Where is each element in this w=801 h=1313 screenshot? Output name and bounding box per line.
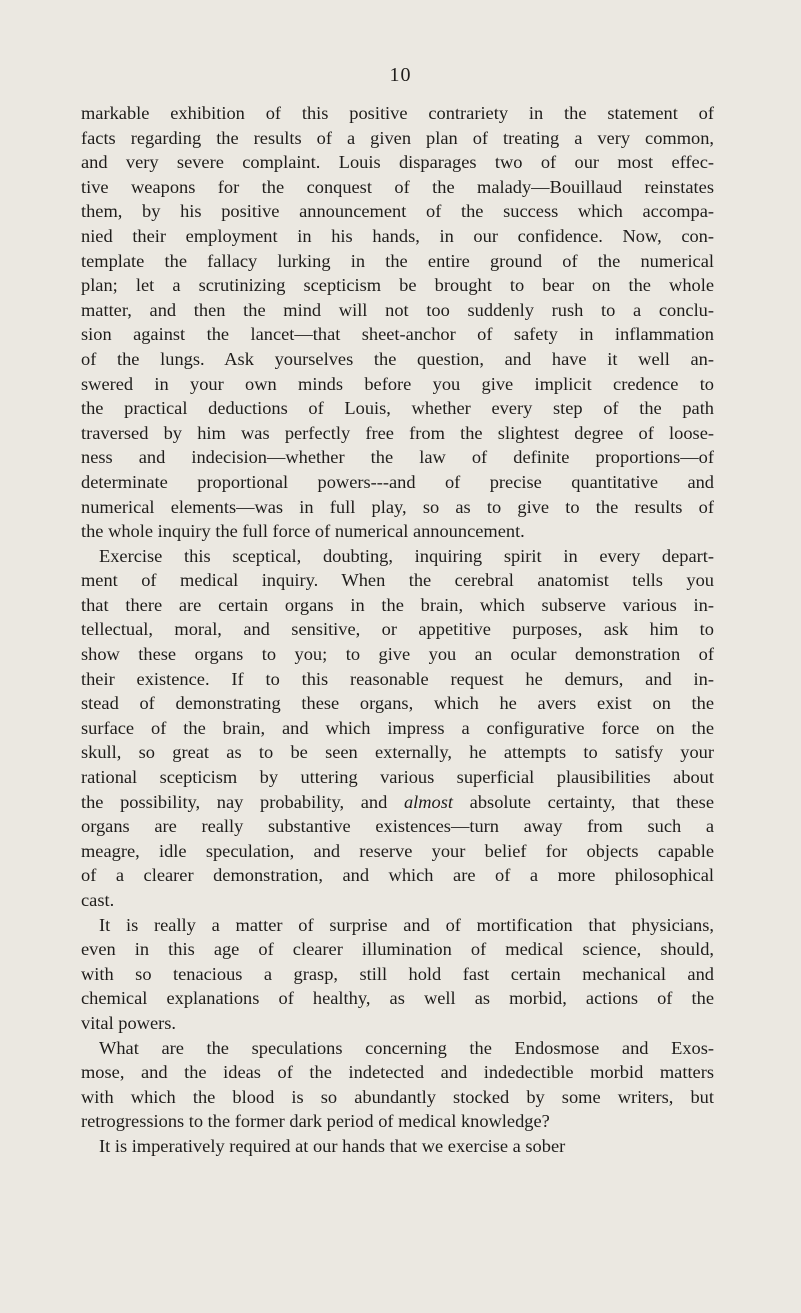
text-segment: absolute certainty, that these [453,791,715,812]
text-line: tellectual, moral, and sensitive, or appetitive purposes, ask him to [81,619,714,640]
text-line: with which the blood is so abundantly stocked by some writers, but [81,1086,714,1107]
text-line: chemical explanations of healthy, as well as morbid, actions of the [81,988,714,1009]
text-line: even in this age of clearer illumination of medical science, should, [81,939,714,960]
text-line: determinate proportional powers---and of precise quantitative and [81,471,714,492]
text-line: matter, and then the mind will not too suddenly rush to a conclu- [81,299,714,320]
text-line: traversed by him was perfectly free from the slightest degree of loose- [81,422,714,443]
text-line: template the fallacy lurking in the entire ground of the numerical [81,250,714,271]
text-line: that there are certain organs in the brain, which subserve various in- [81,594,714,615]
text-line: Exercise this sceptical, doubting, inquiring spirit in every depart- [99,545,714,566]
text-line: the practical deductions of Louis, whether every step of the path [81,398,714,419]
page-number: 10 [389,64,412,86]
text-line: numerical elements—was in full play, so as to give to the results of [81,496,714,517]
text-line: It is really a matter of surprise and of mortification that physicians, [99,914,714,935]
text-line: them, by his positive announcement of the success which accompa- [81,201,714,222]
text-line: retrogressions to the former dark period of medical knowledge? [81,1111,550,1132]
text-line: with so tenacious a grasp, still hold fast certain mechanical and [81,963,714,984]
text-line: What are the speculations concerning the Endosmose and Exos- [99,1037,714,1058]
text-line: skull, so great as to be seen externally, he attempts to satisfy your [81,742,714,763]
text-line: swered in your own minds before you give implicit credence to [81,373,714,394]
text-line: and very severe complaint. Louis disparages two of our most effec- [81,152,714,173]
text-line: ness and indecision—whether the law of definite proportions—of [81,447,714,468]
text-line: sion against the lancet—that sheet-anchor of safety in inflammation [81,324,714,345]
text-line: markable exhibition of this positive contrariety in the statement of [81,103,714,123]
text-line: nied their employment in his hands, in our confidence. Now, con- [81,225,714,246]
text-line: It is imperatively required at our hands that we exercise a sober [99,1135,566,1156]
text-line: cast. [81,890,115,910]
text-line: of a clearer demonstration, and which are of a more philosophical [81,865,714,886]
text-line: plan; let a scrutinizing scepticism be brought to bear on the whole [81,275,714,296]
text-line: meagre, idle speculation, and reserve your belief for objects capable [81,840,714,861]
text-line: of the lungs. Ask yourselves the question, and have it well an- [81,348,714,369]
text-line: show these organs to you; to give you an ocular demonstration of [81,644,714,665]
text-line: ment of medical inquiry. When the cerebral anatomist tells you [81,570,714,591]
text-line: the whole inquiry the full force of numerical announcement. [81,521,525,542]
text-line: vital powers. [81,1012,176,1033]
text-line: mose, and the ideas of the indetected and indedectible morbid matters [81,1062,714,1083]
body-text [81,101,714,1159]
text-line: facts regarding the results of a given plan of treating a very common, [81,127,714,148]
text-segment: the possibility, nay probability, and [81,791,404,812]
text-line: stead of demonstrating these organs, which he avers exist on the [81,693,714,714]
text-line: organs are really substantive existences—turn away from such a [81,816,714,837]
emphasized-word: almost [403,791,454,812]
text-line: rational scepticism by uttering various superficial plausibilities about [81,767,714,788]
text-line: their existence. If to this reasonable request he demurs, and in- [81,668,714,689]
text-line: tive weapons for the conquest of the malady—Bouillaud reinstates [81,176,714,197]
text-line [81,790,714,815]
text-line: surface of the brain, and which impress a configurative force on the [81,717,714,738]
